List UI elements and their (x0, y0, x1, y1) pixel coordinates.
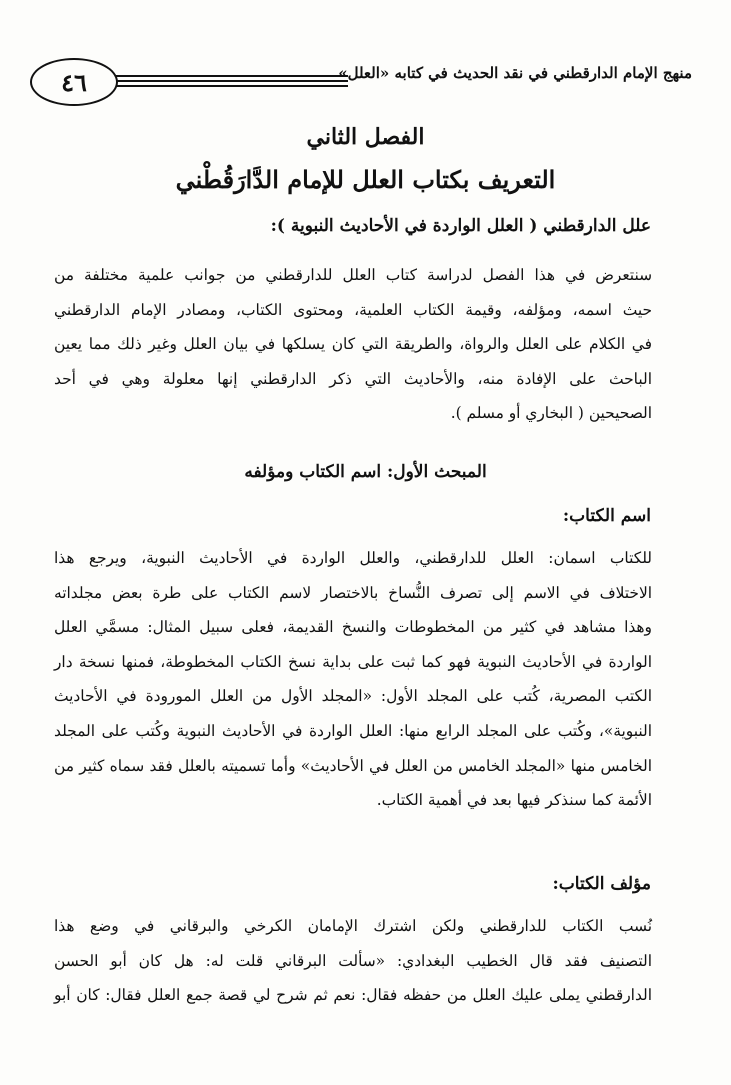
text-line: التصنيف فقد قال الخطيب البغدادي: «سألت البرقاني قلت له: هل كان أبو الحسن (54, 951, 652, 970)
text-line: الاختلاف في الاسم إلى تصرف النُّساخ بالاختصار لاسم الكتاب على طرة بعض مجلداته (54, 583, 652, 602)
text-line: نُسب الكتاب للدارقطني ولكن اشترك الإمامان الكرخي والبرقاني في وضع هذا (54, 917, 652, 935)
name-paragraph (54, 541, 652, 818)
text-line: سنتعرض في هذا الفصل لدراسة كتاب العلل للدارقطني من جوانب علمية مختلفة من (54, 266, 652, 284)
header-rule (116, 85, 348, 87)
author-paragraph (54, 909, 652, 1013)
running-title: منهج الإمام الدارقطني في نقد الحديث في كتابه «العلل» (338, 64, 692, 82)
text-line: الكتب المصرية، كُتب على المجلد الأول: «المجلد الأول من العلل المورودة في الأحاديث (54, 687, 652, 706)
text-line: الدارقطني يملى عليك العلل من حفظه فقال: نعم ثم شرح لي قصة جمع العلل فقال: كان أبو (54, 986, 652, 1005)
text-line: الخامس منها «المجلد الخامس من العلل في الأحاديث» وأما تسميته بالعلل فقد سماه كثير من (54, 756, 652, 775)
text-line: وهذا مشاهد في كثير من المخطوطات والنسخ القديمة، فعلى سبيل المثال: مسمَّي العلل (54, 618, 652, 637)
page-number: ٤٦ (30, 58, 118, 106)
header-rule (116, 80, 348, 82)
chapter-subtitle: التعريف بكتاب العلل للإمام الدَّارَقُطْني (175, 165, 556, 194)
text-line: الواردة في الأحاديث النبوية فهو كما ثبت على بداية نسخ الكتاب المخطوطة، فمنها نسخة دار (54, 652, 652, 671)
name-heading: اسم الكتاب: (562, 506, 651, 526)
text-line: الباحث على الإفادة منه، والأحاديث التي ذكر الدارقطني إنها معلولة وهي في أحد (54, 369, 652, 388)
text-line: حيث اسمه، ومؤلفه، وقيمة الكتاب العلمية، ومحتوى الكتاب، ومصادر الإمام الدارقطني (54, 300, 652, 319)
chapter-title: الفصل الثاني (306, 124, 425, 150)
text-line: في الكلام على العلل والرواة، والطريقة التي كان يسلكها في بيان العلل وغير ذلك مما يعين (54, 335, 652, 354)
author-heading: مؤلف الكتاب: (552, 874, 651, 894)
text-line: النبوية»، وكُتب على المجلد الرابع منها: العلل الواردة في الأحاديث النبوية وكُتب على المجلد (54, 721, 652, 740)
header-rule (116, 75, 348, 77)
text-line: الأئمة كما سنذكر فيها بعد في أهمية الكتاب. (376, 791, 652, 810)
subsection-title: المبحث الأول: اسم الكتاب ومؤلفه (244, 462, 487, 482)
page-header (30, 58, 692, 106)
section-heading: علل الدارقطني ( العلل الواردة في الأحاديث النبوية ): (270, 216, 651, 236)
text-line: الصحيحين ( البخاري أو مسلم ). (450, 404, 652, 423)
text-line: للكتاب اسمان: العلل للدارقطني، والعلل الواردة في الأحاديث النبوية، ويرجع هذا (54, 549, 652, 567)
intro-paragraph (54, 258, 652, 431)
